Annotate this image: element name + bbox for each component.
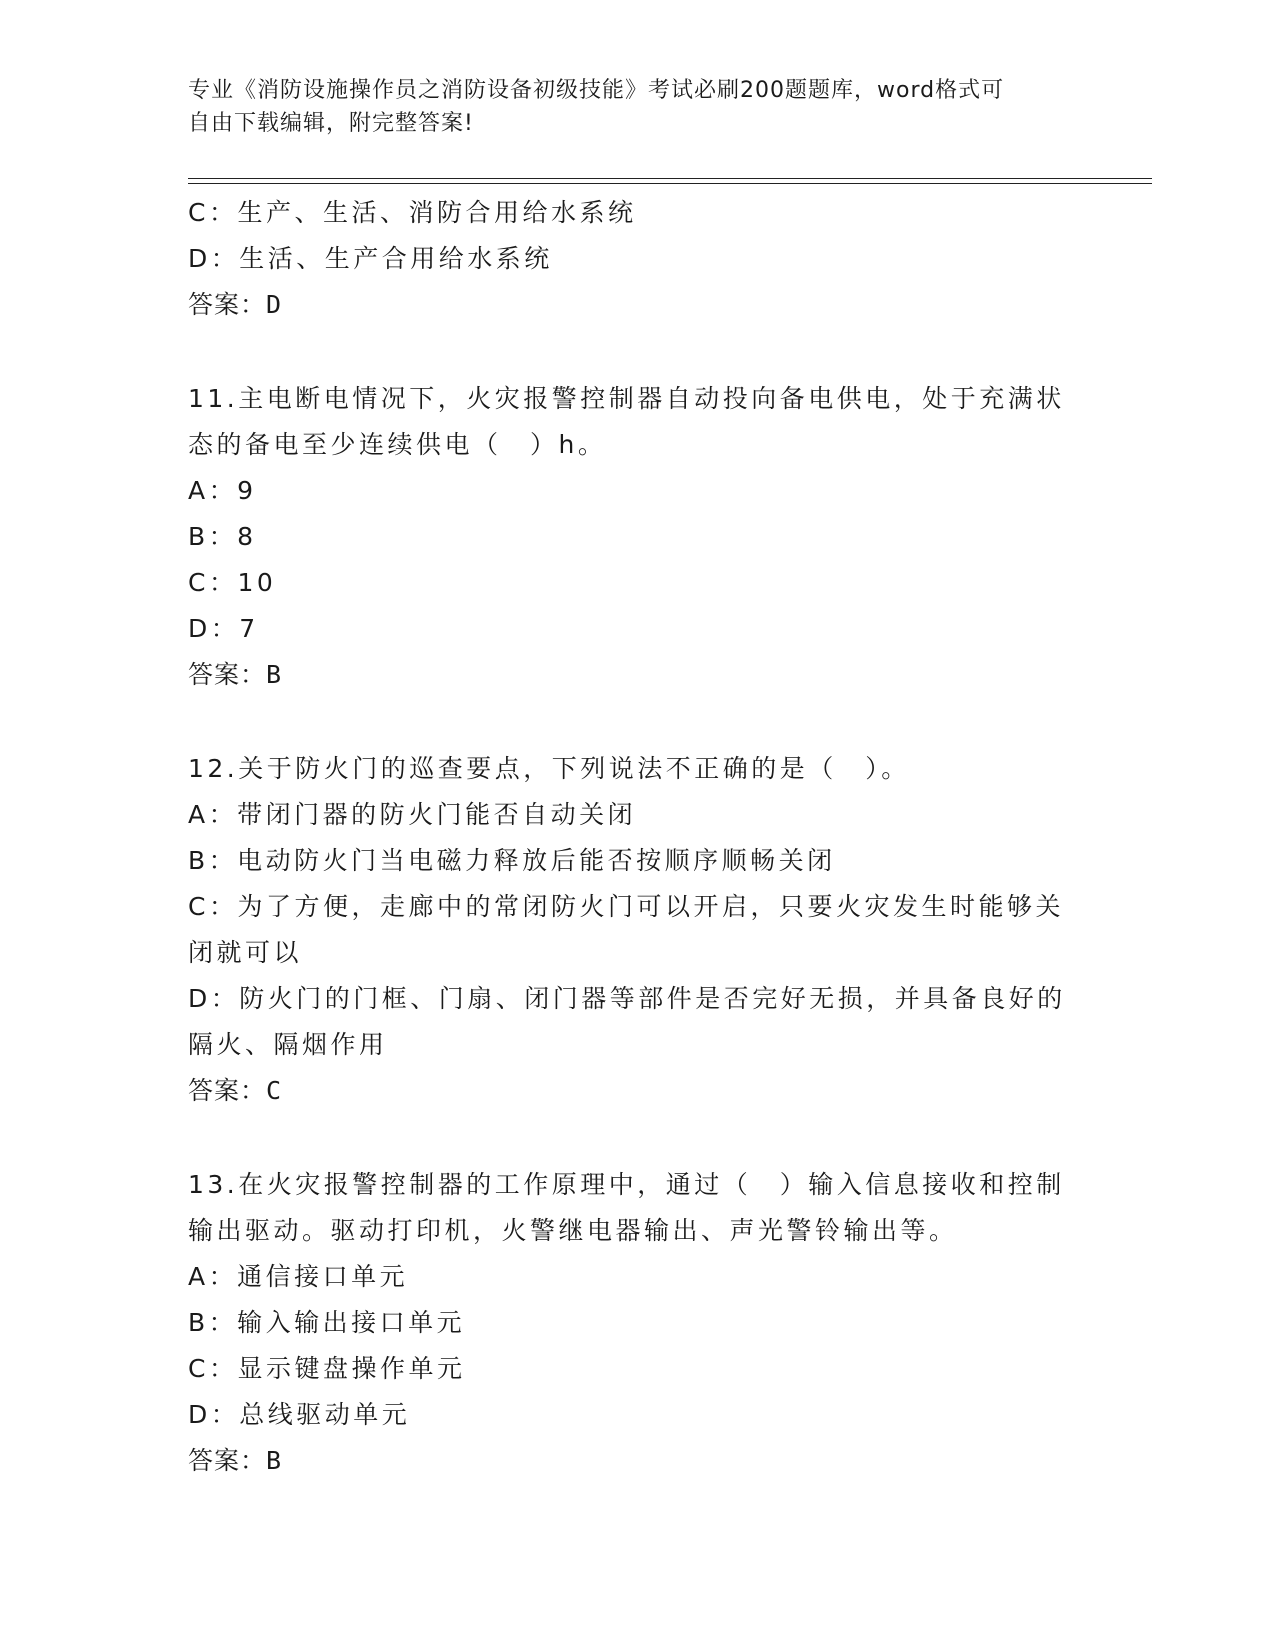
q13-answer: 答案：B [188,1446,283,1475]
header-line-1: 专业《消防设施操作员之消防设备初级技能》考试必刷200题题库，word格式可 [188,78,1005,103]
q11-stem-line-1: 11.主电断电情况下，火灾报警控制器自动投向备电供电，处于充满状 [188,384,1065,413]
q13-stem-line-1: 13.在火灾报警控制器的工作原理中，通过（ ）输入信息接收和控制 [188,1170,1065,1199]
question-10 [188,190,1088,328]
q10-option-d: D：生活、生产合用给水系统 [188,244,553,273]
header-line-2: 自由下载编辑，附完整答案! [188,111,474,136]
question-body [188,190,1088,1484]
q13-option-d: D：总线驱动单元 [188,1400,411,1429]
q11-stem-line-2: 态的备电至少连续供电（ ）h。 [188,430,607,459]
q10-option-c: C：生产、生活、消防合用给水系统 [188,198,637,227]
q11-option-c: C：10 [188,568,277,597]
q12-option-b: B：电动防火门当电磁力释放后能否按顺序顺畅关闭 [188,846,836,875]
q12-option-a: A：带闭门器的防火门能否自动关闭 [188,800,637,829]
q13-option-b: B：输入输出接口单元 [188,1308,466,1337]
question-13 [188,1162,1088,1484]
spacer [188,698,1088,746]
q12-option-d-line-2: 隔火、隔烟作用 [188,1030,388,1059]
q13-option-a: A：通信接口单元 [188,1262,409,1291]
q12-stem: 12.关于防火门的巡查要点，下列说法不正确的是（ ）。 [188,754,910,783]
q11-option-d: D：7 [188,614,259,643]
q13-option-c: C：显示键盘操作单元 [188,1354,466,1383]
q12-option-c-line-1: C：为了方便，走廊中的常闭防火门可以开启，只要火灾发生时能够关 [188,892,1064,921]
q12-option-c-line-2: 闭就可以 [188,938,303,967]
q11-option-b: B：8 [188,522,257,551]
q13-stem-line-2: 输出驱动。驱动打印机，火警继电器输出、声光警铃输出等。 [188,1216,958,1245]
q11-answer: 答案：B [188,660,283,689]
q12-answer: 答案：C [188,1076,283,1105]
q12-option-d-line-1: D：防火门的门框、门扇、闭门器等部件是否完好无损，并具备良好的 [188,984,1066,1013]
question-11 [188,376,1088,698]
document-header [188,74,1068,140]
header-divider-bottom [188,183,1152,184]
spacer [188,328,1088,376]
question-12 [188,746,1088,1114]
header-divider-top [188,178,1152,179]
q11-option-a: A：9 [188,476,257,505]
spacer [188,1114,1088,1162]
q10-answer: 答案：D [188,290,283,319]
